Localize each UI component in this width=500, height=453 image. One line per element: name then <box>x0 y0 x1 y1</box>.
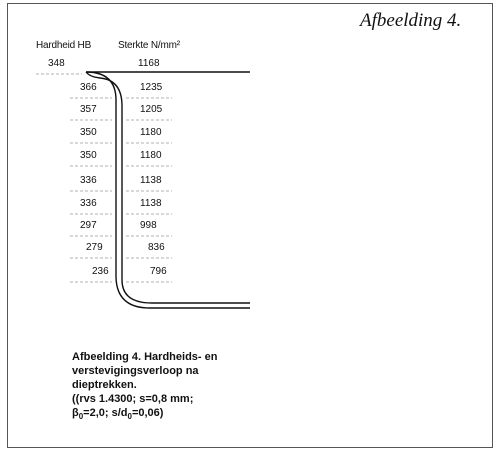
caption-line: Afbeelding 4. Hardheids- en <box>72 351 218 363</box>
hardness-value: 336 <box>80 175 97 186</box>
figure-title: Afbeelding 4. <box>360 10 462 31</box>
strength-value: 1235 <box>140 82 163 93</box>
hardness-value: 350 <box>80 127 97 138</box>
strength-value: 1168 <box>138 58 160 69</box>
hardness-value: 348 <box>48 58 65 69</box>
hardness-column-header: Hardheid HB <box>36 40 92 51</box>
strength-column-header: Sterkte N/mm² <box>118 40 180 51</box>
strength-value: 1138 <box>140 175 162 186</box>
hardness-value: 236 <box>92 266 109 277</box>
hardness-value: 297 <box>80 220 97 231</box>
strength-value: 796 <box>150 266 167 277</box>
caption-line: ((rvs 1.4300; s=0,8 mm; <box>72 393 194 405</box>
strength-value: 1205 <box>140 104 163 115</box>
hardness-value: 357 <box>80 104 97 115</box>
caption-line: verstevigingsverloop na <box>72 365 199 377</box>
caption-line-params: $\beta_0=2,0$; $s/d_0=0,06$) <box>72 407 164 422</box>
strength-value: 1180 <box>140 127 162 138</box>
strength-value: 1180 <box>140 150 162 161</box>
caption-line: dieptrekken. <box>72 379 137 391</box>
strength-value: 998 <box>140 220 157 231</box>
hardness-value: 279 <box>86 242 103 253</box>
hardness-value: 336 <box>80 198 97 209</box>
hardness-value: 350 <box>80 150 97 161</box>
strength-value: 1138 <box>140 198 162 209</box>
strength-value: 836 <box>148 242 165 253</box>
hardness-value: 366 <box>80 82 97 93</box>
figure-caption <box>72 350 302 424</box>
